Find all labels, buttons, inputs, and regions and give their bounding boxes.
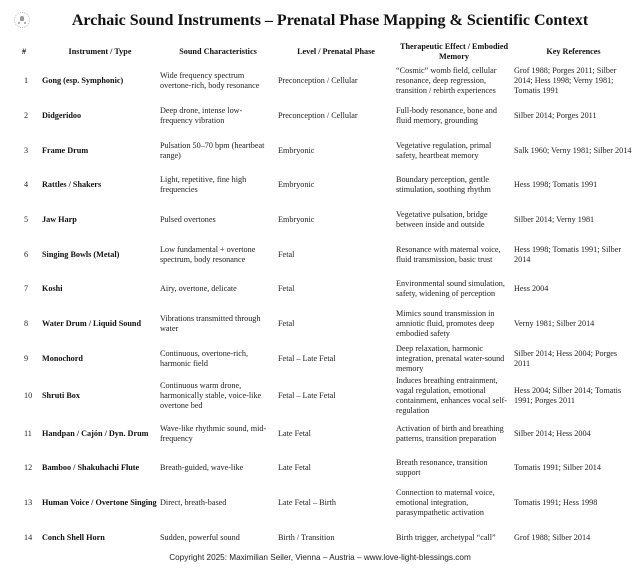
instrument-name: Jaw Harp	[42, 215, 77, 225]
therapeutic-effect: “Cosmic” womb field, cellular resonance, deep regression, transition / rebirth experiences	[396, 66, 497, 96]
instrument-name: Koshi	[42, 284, 63, 294]
row-number: 10	[24, 391, 33, 401]
row-number: 9	[24, 353, 29, 363]
sound-characteristics: Sudden, powerful sound	[160, 532, 240, 542]
key-references: Grof 1988; Silber 2014	[514, 532, 591, 542]
therapeutic-effect: Mimics sound transmission in amniotic fluid, promotes deep embodied safety	[396, 309, 495, 339]
prenatal-phase: Late Fetal	[278, 463, 311, 473]
table-row	[14, 203, 634, 238]
table-row	[14, 237, 634, 272]
sound-characteristics: Deep drone, intense low-frequency vibration	[160, 106, 243, 126]
prenatal-phase: Embryonic	[278, 180, 315, 190]
table-header-row	[14, 40, 634, 64]
key-references: Tomatis 1991; Silber 2014	[514, 463, 601, 473]
table-row	[14, 416, 634, 451]
prenatal-phase: Preconception / Cellular	[278, 111, 358, 121]
instrument-name: Handpan / Cajón / Dyn. Drum	[42, 428, 149, 438]
sound-characteristics: Pulsation 50–70 bpm (heartbeat range)	[160, 140, 265, 160]
instrument-name: Shruti Box	[42, 391, 80, 401]
table-row	[14, 307, 634, 342]
sound-characteristics: Continuous, overtone-rich, harmonic field	[160, 348, 248, 368]
row-number: 8	[24, 319, 29, 329]
therapeutic-effect: Deep relaxation, harmonic integration, prenatal water-sound memory	[396, 343, 505, 373]
prenatal-phase: Fetal	[278, 319, 295, 329]
table-row	[14, 99, 634, 134]
sound-characteristics: Wide frequency spectrum overtone-rich, body resonance	[160, 71, 260, 91]
table-row	[14, 133, 634, 168]
instrument-name: Gong (esp. Symphonic)	[42, 76, 124, 86]
row-number: 3	[24, 145, 29, 155]
instrument-name: Frame Drum	[42, 145, 89, 155]
instrument-table	[14, 40, 634, 555]
row-number: 12	[24, 463, 33, 473]
key-references: Silber 2014; Verny 1981	[514, 215, 595, 225]
instrument-name: Water Drum / Liquid Sound	[42, 319, 142, 329]
prenatal-phase: Late Fetal – Birth	[278, 497, 336, 507]
prenatal-phase: Fetal	[278, 284, 295, 294]
sound-characteristics: Pulsed overtones	[160, 215, 216, 225]
key-references: Hess 2004	[514, 284, 549, 294]
column-header-instrument: Instrument / Type	[68, 47, 132, 56]
prenatal-phase: Fetal	[278, 249, 295, 259]
therapeutic-effect: Birth trigger, archetypal “call”	[396, 532, 496, 542]
key-references: Silber 2014; Hess 2004	[514, 428, 591, 438]
row-number: 7	[24, 284, 29, 294]
therapeutic-effect: Induces breathing entrainment, vagal regulation, emotional containment, enhances vocal self-regulation	[396, 376, 507, 416]
therapeutic-effect: Full-body resonance, bone and fluid memory, grounding	[396, 106, 497, 126]
row-number: 11	[24, 428, 32, 438]
table-row	[14, 168, 634, 203]
instrument-name: Singing Bowls (Metal)	[42, 249, 120, 259]
row-number: 5	[24, 215, 29, 225]
instrument-name: Bamboo / Shakuhachi Flute	[42, 463, 140, 473]
column-header-sound: Sound Characteristics	[179, 47, 257, 56]
table-row	[14, 64, 634, 99]
key-references: Tomatis 1991; Hess 1998	[514, 497, 598, 507]
sound-characteristics: Direct, breath-based	[160, 497, 227, 507]
key-references: Silber 2014; Hess 2004; Porges 2011	[514, 348, 618, 368]
therapeutic-effect: Breath resonance, transition support	[396, 458, 488, 478]
row-number: 13	[24, 497, 33, 507]
therapeutic-effect: Boundary perception, gentle stimulation, soothing rhythm	[396, 175, 491, 195]
sound-characteristics: Light, repetitive, fine high frequencies	[160, 175, 247, 195]
prenatal-phase: Preconception / Cellular	[278, 76, 358, 86]
prenatal-phase: Embryonic	[278, 215, 315, 225]
key-references: Silber 2014; Porges 2011	[514, 111, 597, 121]
therapeutic-effect: Vegetative pulsation, bridge between inside and outside	[396, 210, 488, 230]
table-row	[14, 342, 634, 377]
row-number: 6	[24, 249, 29, 259]
instrument-name: Didgeridoo	[42, 111, 82, 121]
sound-characteristics: Breath-guided, wave-like	[160, 463, 244, 473]
column-header-phase: Level / Prenatal Phase	[297, 47, 375, 56]
key-references: Grof 1988; Porges 2011; Silber 2014; Hess 1998; Verny 1981; Tomatis 1991	[514, 66, 617, 96]
table-row	[14, 486, 634, 521]
row-number: 2	[24, 111, 29, 121]
key-references: Verny 1981; Silber 2014	[514, 319, 595, 329]
sound-characteristics: Vibrations transmitted through water	[160, 314, 261, 334]
prenatal-phase: Fetal – Late Fetal	[278, 353, 336, 363]
therapeutic-effect: Activation of birth and breathing patterns, transition preparation	[396, 423, 504, 443]
column-header-effect: Therapeutic Effect / Embodied Memory	[399, 42, 509, 61]
key-references: Salk 1960; Verny 1981; Silber 2014	[514, 145, 632, 155]
instrument-name: Conch Shell Horn	[42, 532, 105, 542]
instrument-name: Human Voice / Overtone Singing	[42, 497, 157, 507]
instrument-name: Rattles / Shakers	[42, 180, 102, 190]
key-references: Hess 1998; Tomatis 1991	[514, 180, 598, 190]
row-number: 4	[24, 180, 29, 190]
table-row	[14, 376, 634, 416]
key-references: Hess 2004; Silber 2014; Tomatis 1991; Porges 2011	[514, 386, 622, 406]
prenatal-phase: Embryonic	[278, 145, 315, 155]
prenatal-phase: Birth / Transition	[278, 532, 335, 542]
prenatal-phase: Late Fetal	[278, 428, 311, 438]
row-number: 1	[24, 76, 29, 86]
therapeutic-effect: Resonance with maternal voice, fluid transmission, basic trust	[396, 244, 501, 264]
sound-characteristics: Continuous warm drone, harmonically stable, voice-like overtone bed	[160, 381, 262, 411]
therapeutic-effect: Connection to maternal voice, emotional integration, parasympathetic activation	[396, 487, 495, 517]
table-row	[14, 520, 634, 555]
key-references: Hess 1998; Tomatis 1991; Silber 2014	[514, 244, 622, 264]
therapeutic-effect: Environmental sound simulation, safety, widening of perception	[396, 279, 505, 299]
row-number: 14	[24, 532, 33, 542]
column-header-number: #	[22, 47, 27, 56]
copyright-footer: Copyright 2025: Maximilian Seiler, Vienna – Austria – www.love-light-blessings.com	[169, 553, 471, 562]
sound-characteristics: Airy, overtone, delicate	[160, 284, 237, 294]
sound-characteristics: Wave-like rhythmic sound, mid-frequency	[160, 423, 267, 443]
therapeutic-effect: Vegetative regulation, primal safety, heartbeat memory	[396, 140, 492, 160]
prenatal-phase: Fetal – Late Fetal	[278, 391, 336, 401]
column-header-references: Key References	[546, 47, 601, 56]
table-row	[14, 272, 634, 307]
page-title: Archaic Sound Instruments – Prenatal Phase Mapping & Scientific Context	[71, 12, 589, 29]
table-row	[14, 451, 634, 486]
instrument-name: Monochord	[42, 353, 83, 363]
sound-characteristics: Low fundamental + overtone spectrum, body resonance	[160, 244, 256, 264]
